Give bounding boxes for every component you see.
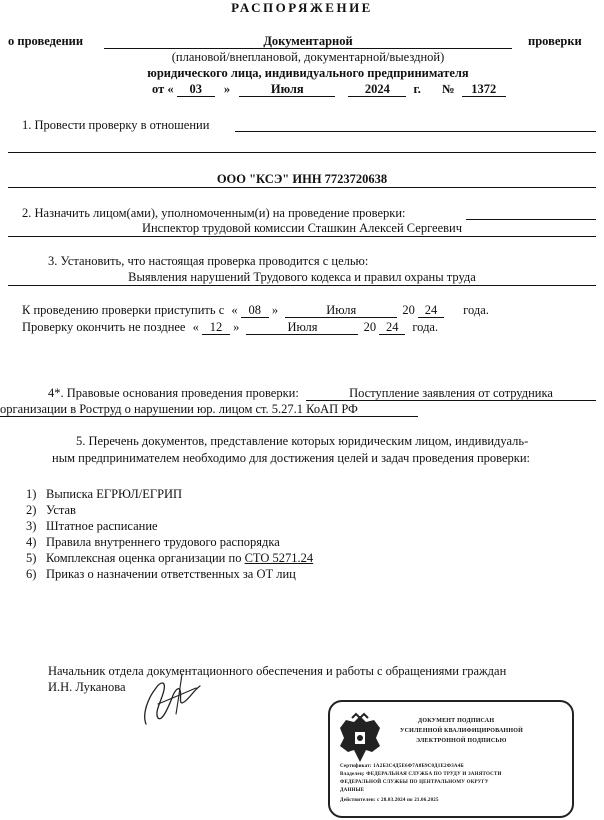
end-day: 12 [202,320,230,335]
item1-text: 1. Провести проверку в отношении [22,118,210,132]
standard-code: СТО 5271.24 [244,551,314,565]
item2-text: 2. Назначить лицом(ами), уполномоченным(и) на проведение проверки: [22,206,406,220]
list-item: 6) Приказ о назначении ответственных за ОТ лиц [26,567,296,581]
basis2-line [0,416,418,417]
document-number: 1372 [462,82,506,97]
stamp-data: ДАННЫЕ [340,788,365,793]
handwritten-signature [138,668,208,732]
end-month: Июля [246,320,358,335]
stamp-title-1: ДОКУМЕНТ ПОДПИСАН [418,718,495,724]
documents-list [26,486,313,582]
org-line [8,187,596,188]
basis1-line [306,400,596,401]
start-open: « [231,303,238,317]
stamp-certificate: Сертификат: 1А2Б3С4Д5Е6Ф7А8Б9С0Д1Е2Ф3А4Б [340,764,464,769]
end-open: « [192,320,199,334]
start-close: » [271,303,279,317]
list-item: 2) Устав [26,503,76,517]
legal-basis-1: Поступление заявления от сотрудника [349,386,553,400]
start-suffix: года. [463,303,489,317]
item1-line [235,131,596,132]
inspection-kind: Документарной [263,34,353,48]
legal-basis-2: организации в Роструд о нарушении юр. лицом ст. 5.27.1 КоАП РФ [0,402,358,416]
item5-line1: 5. Перечень документов, представление которых юридическим лицом, индивидуаль- [76,434,529,448]
document-title: РАСПОРЯЖЕНИЕ [231,0,373,15]
item2-line-end [466,219,596,220]
stamp-owner: Владелец: ФЕДЕРАЛЬНАЯ СЛУЖБА ПО ТРУДУ И ЗАНЯТОСТИ [340,772,502,777]
signer-position: Начальник отдела документационного обеспечения и работы с обращениями граждан [48,664,507,678]
date-year-suffix: г. [413,82,421,96]
date-close: » [223,82,231,96]
stamp-title-2: УСИЛЕННОЙ КВАЛИФИЦИРОВАННОЙ [400,728,523,734]
stamp-title-3: ЭЛЕКТРОННОЙ ПОДПИСЬЮ [416,738,507,744]
list-item: 4) Правила внутреннего трудового распорядка [26,535,280,549]
subject-line: юридического лица, индивидуального предпринимателя [147,66,469,80]
end-year: 24 [379,320,405,335]
start-year: 24 [418,303,444,318]
number-label: № [442,82,455,96]
inspected-organization: ООО "КСЭ" ИНН 7723720638 [216,172,388,186]
date-open: от « [152,82,174,96]
date-day: 03 [177,82,215,97]
date-month: Июля [239,82,335,97]
signer-name: И.Н. Луканова [48,680,126,694]
list-item: 1) Выписка ЕГРЮЛ/ЕГРИП [26,487,183,501]
header-prefix: о проведении [8,34,84,48]
date-year: 2024 [348,82,406,97]
stamp-owner-2: ФЕДЕРАЛЬНОЙ СЛУЖБЫ ПО ЦЕНТРАЛЬНОМУ ОКРУГУ [340,780,489,785]
authorized-person: Инспектор трудовой комиссии Сташкин Алексей Сергеевич [141,221,463,235]
list-item: 3) Штатное расписание [26,519,158,533]
electronic-signature-stamp [328,700,574,818]
end-century: 20 [363,320,377,334]
end-row [22,320,438,335]
coat-of-arms-icon [336,712,384,766]
start-month: Июля [285,303,397,318]
start-day: 08 [241,303,269,318]
list-item: 5) Комплексная оценка организации по СТО 5271.24 [26,551,314,565]
header-suffix: проверки [528,34,582,48]
end-text: Проверку окончить не позднее [22,320,186,334]
kinds-hint: (плановой/внеплановой, документарной/выездной) [171,50,445,64]
end-suffix: года. [412,320,439,334]
start-row [22,303,489,318]
item4-text: 4*. Правовые основания проведения проверки: [48,386,299,400]
goal-line [8,285,596,286]
inspection-goal: Выявления нарушений Трудового кодекса и правил охраны труда [128,270,476,284]
end-close: » [233,320,240,334]
item1-blank-line [8,152,596,153]
start-century: 20 [402,303,415,317]
item5-line2: ным предпринимателем необходимо для достижения целей и задач проведения проверки: [52,451,531,465]
stamp-validity: Действителен: с 28.03.2024 по 21.06.2025 [340,798,439,803]
date-row [152,82,506,97]
start-text: К проведению проверки приступить с [22,303,225,317]
person-line [8,236,596,237]
item3-text: 3. Установить, что настоящая проверка проводится с целью: [48,254,369,268]
